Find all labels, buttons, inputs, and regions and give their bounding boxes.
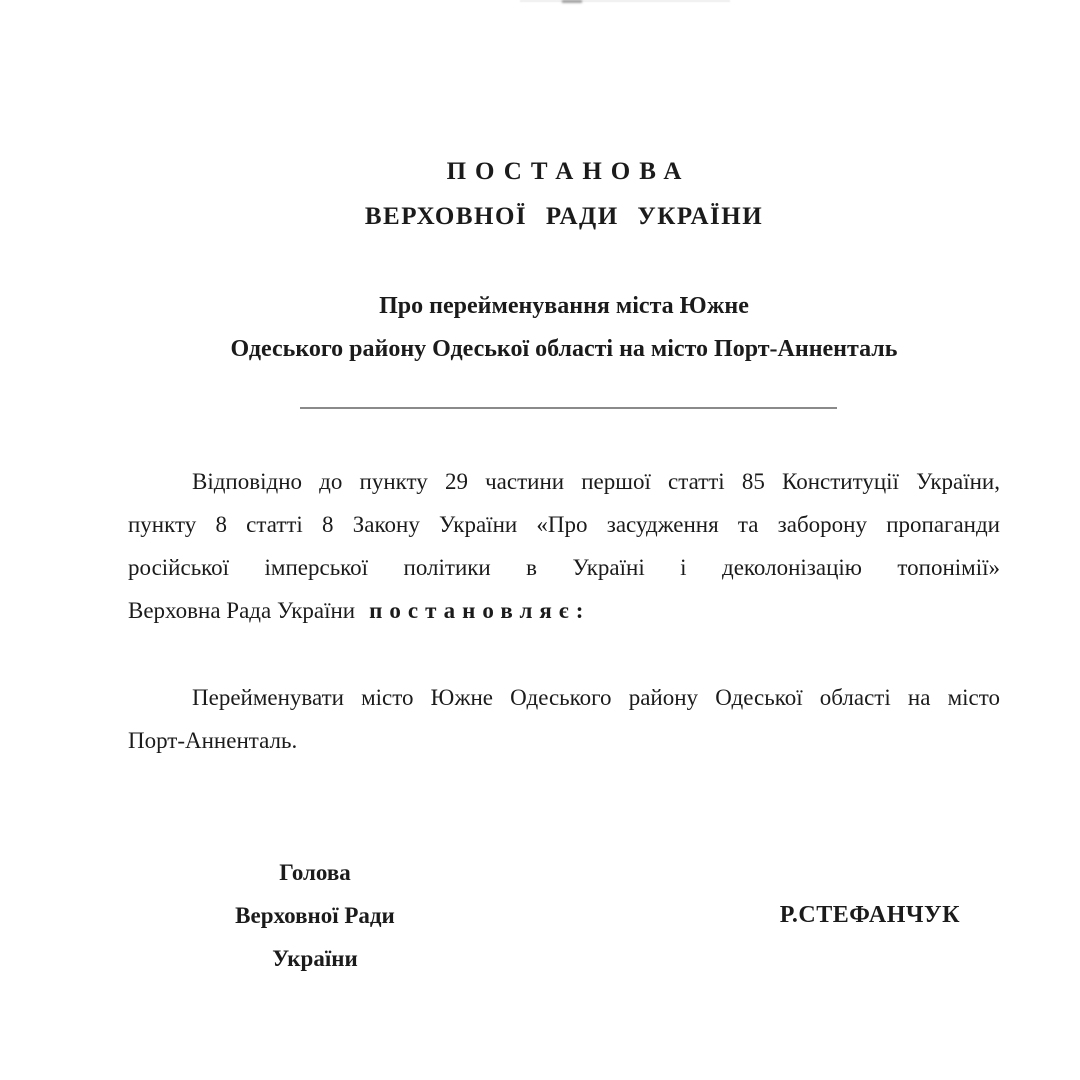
preamble-paragraph xyxy=(128,460,1000,632)
resolution-line-2: Порт-Анненталь. xyxy=(128,728,298,753)
preamble-line-2: пункту 8 статті 8 Закону України «Про засудження та заборону пропаганди xyxy=(128,512,1000,537)
cut-off-text-remnant-dark xyxy=(562,0,582,3)
preamble-line-4 xyxy=(128,589,1000,632)
signatory-position-line1: Голова xyxy=(279,860,351,885)
cut-off-text-remnant xyxy=(520,0,730,2)
signature-block xyxy=(128,851,1000,980)
preamble-line-4-resolves-word: постановляє: xyxy=(369,598,591,623)
preamble-line-1: Відповідно до пункту 29 частини першої статті 85 Конституції України, xyxy=(192,469,1000,494)
document-subject-line1: Про перейменування міста Южне xyxy=(379,293,749,319)
document-title-line2: ВЕРХОВНОЇ РАДИ УКРАЇНИ xyxy=(364,203,764,230)
resolution-paragraph xyxy=(128,676,1000,762)
resolution-line-1: Перейменувати місто Южне Одеського району Одеської області на місто xyxy=(192,685,1000,710)
subject-underline-rule xyxy=(300,407,837,409)
document-title-line1: ПОСТАНОВА xyxy=(446,158,691,185)
signatory-position-line2: Верховної Ради України xyxy=(235,903,395,971)
document-subject-line2: Одеського району Одеської області на місто Порт-Анненталь xyxy=(230,336,898,362)
signatory-name: Р.СТЕФАНЧУК xyxy=(779,902,960,928)
preamble-line-3: російської імперської політики в Україні і деколонізацію топонімії» xyxy=(128,555,1000,580)
preamble-line-4-normal: Верховна Рада України xyxy=(128,598,356,623)
